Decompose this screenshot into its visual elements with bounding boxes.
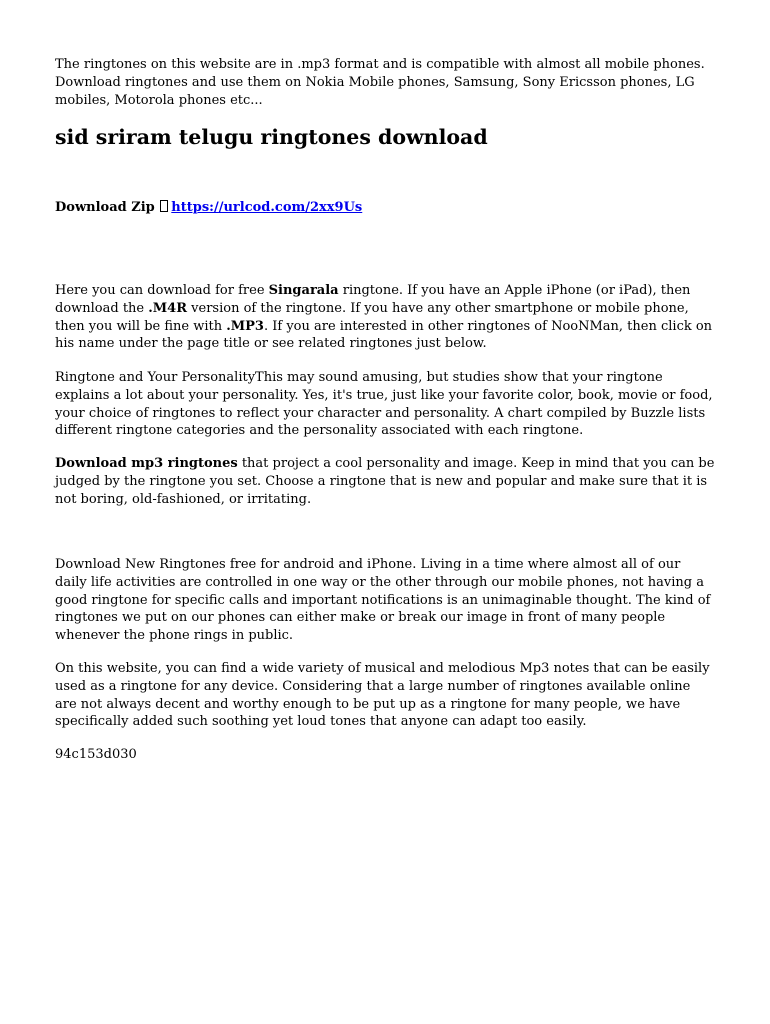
paragraph-text: ringtone. If you have an Apple iPhone (or iPad), then download the	[55, 283, 691, 316]
intro-paragraph: The ringtones on this website are in .mp3 format and is compatible with almost all mobile phones. Download ringtones and use them on Nokia Mobile phones, Samsung, Sony Ericsson phones, LG mobiles, Motorola phones etc...	[55, 57, 705, 108]
paragraph-text: . If you are interested in other ringtones of NooNMan, then click on his name under the page title or see related ringtones just below.	[55, 318, 713, 352]
paragraph-text: Here you can download for free	[55, 283, 269, 298]
bold-mp3-format: .MP3	[226, 318, 264, 334]
footer-code: 94c153d030	[55, 747, 137, 762]
missing-glyph-icon	[160, 200, 168, 212]
paragraph-text: version of the ringtone. If you have any other smartphone or mobile phone, then you will be fine with	[55, 300, 689, 334]
bold-download-mp3-ringtones: Download mp3 ringtones	[55, 456, 238, 471]
download-zip-label: Download Zip	[55, 200, 155, 215]
paragraph-text: that project a cool personality and image. Keep in mind that you can be judged by the ringtone you set. Choose a ringtone that is new and popular and make sure that it is not boring, old-fashioned, or irritating.	[55, 456, 715, 507]
download-zip-line	[55, 199, 362, 217]
paragraph-new-ringtones: Download New Ringtones free for android and iPhone. Living in a time where almost all of our daily life activities are controlled in one way or the other through our mobile phones, not having a good ringtone for specific calls and important notifications is an unimaginable thought. The kind of ringtones we put on our phones can either make or break our image in front of many people whenever the phone rings in public.	[55, 557, 711, 644]
paragraph-personality: Ringtone and Your PersonalityThis may sound amusing, but studies show that your ringtone explains a lot about your personality. Yes, it's true, just like your favorite color, book, movie or food, your choice of ringtones to reflect your character and personality. A chart compiled by Buzzle lists different ringtone categories and the personality associated with each ringtone.	[55, 370, 713, 439]
page-title: sid sriram telugu ringtones download	[55, 125, 488, 149]
paragraph-website-variety: On this website, you can find a wide variety of musical and melodious Mp3 notes that can be easily used as a ringtone for any device. Considering that a large number of ringtones available online are not always decent and worthy enough to be put up as a ringtone for many people, we have specifically added such soothing yet loud tones that anyone can adapt too easily.	[55, 661, 710, 730]
paragraph-singarala	[55, 282, 715, 353]
bold-m4r-format: .M4R	[148, 300, 188, 316]
bold-ringtone-name: Singarala	[268, 283, 339, 298]
paragraph-download-mp3	[55, 455, 715, 508]
download-link[interactable]: https://urlcod.com/2xx9Us	[171, 200, 363, 215]
